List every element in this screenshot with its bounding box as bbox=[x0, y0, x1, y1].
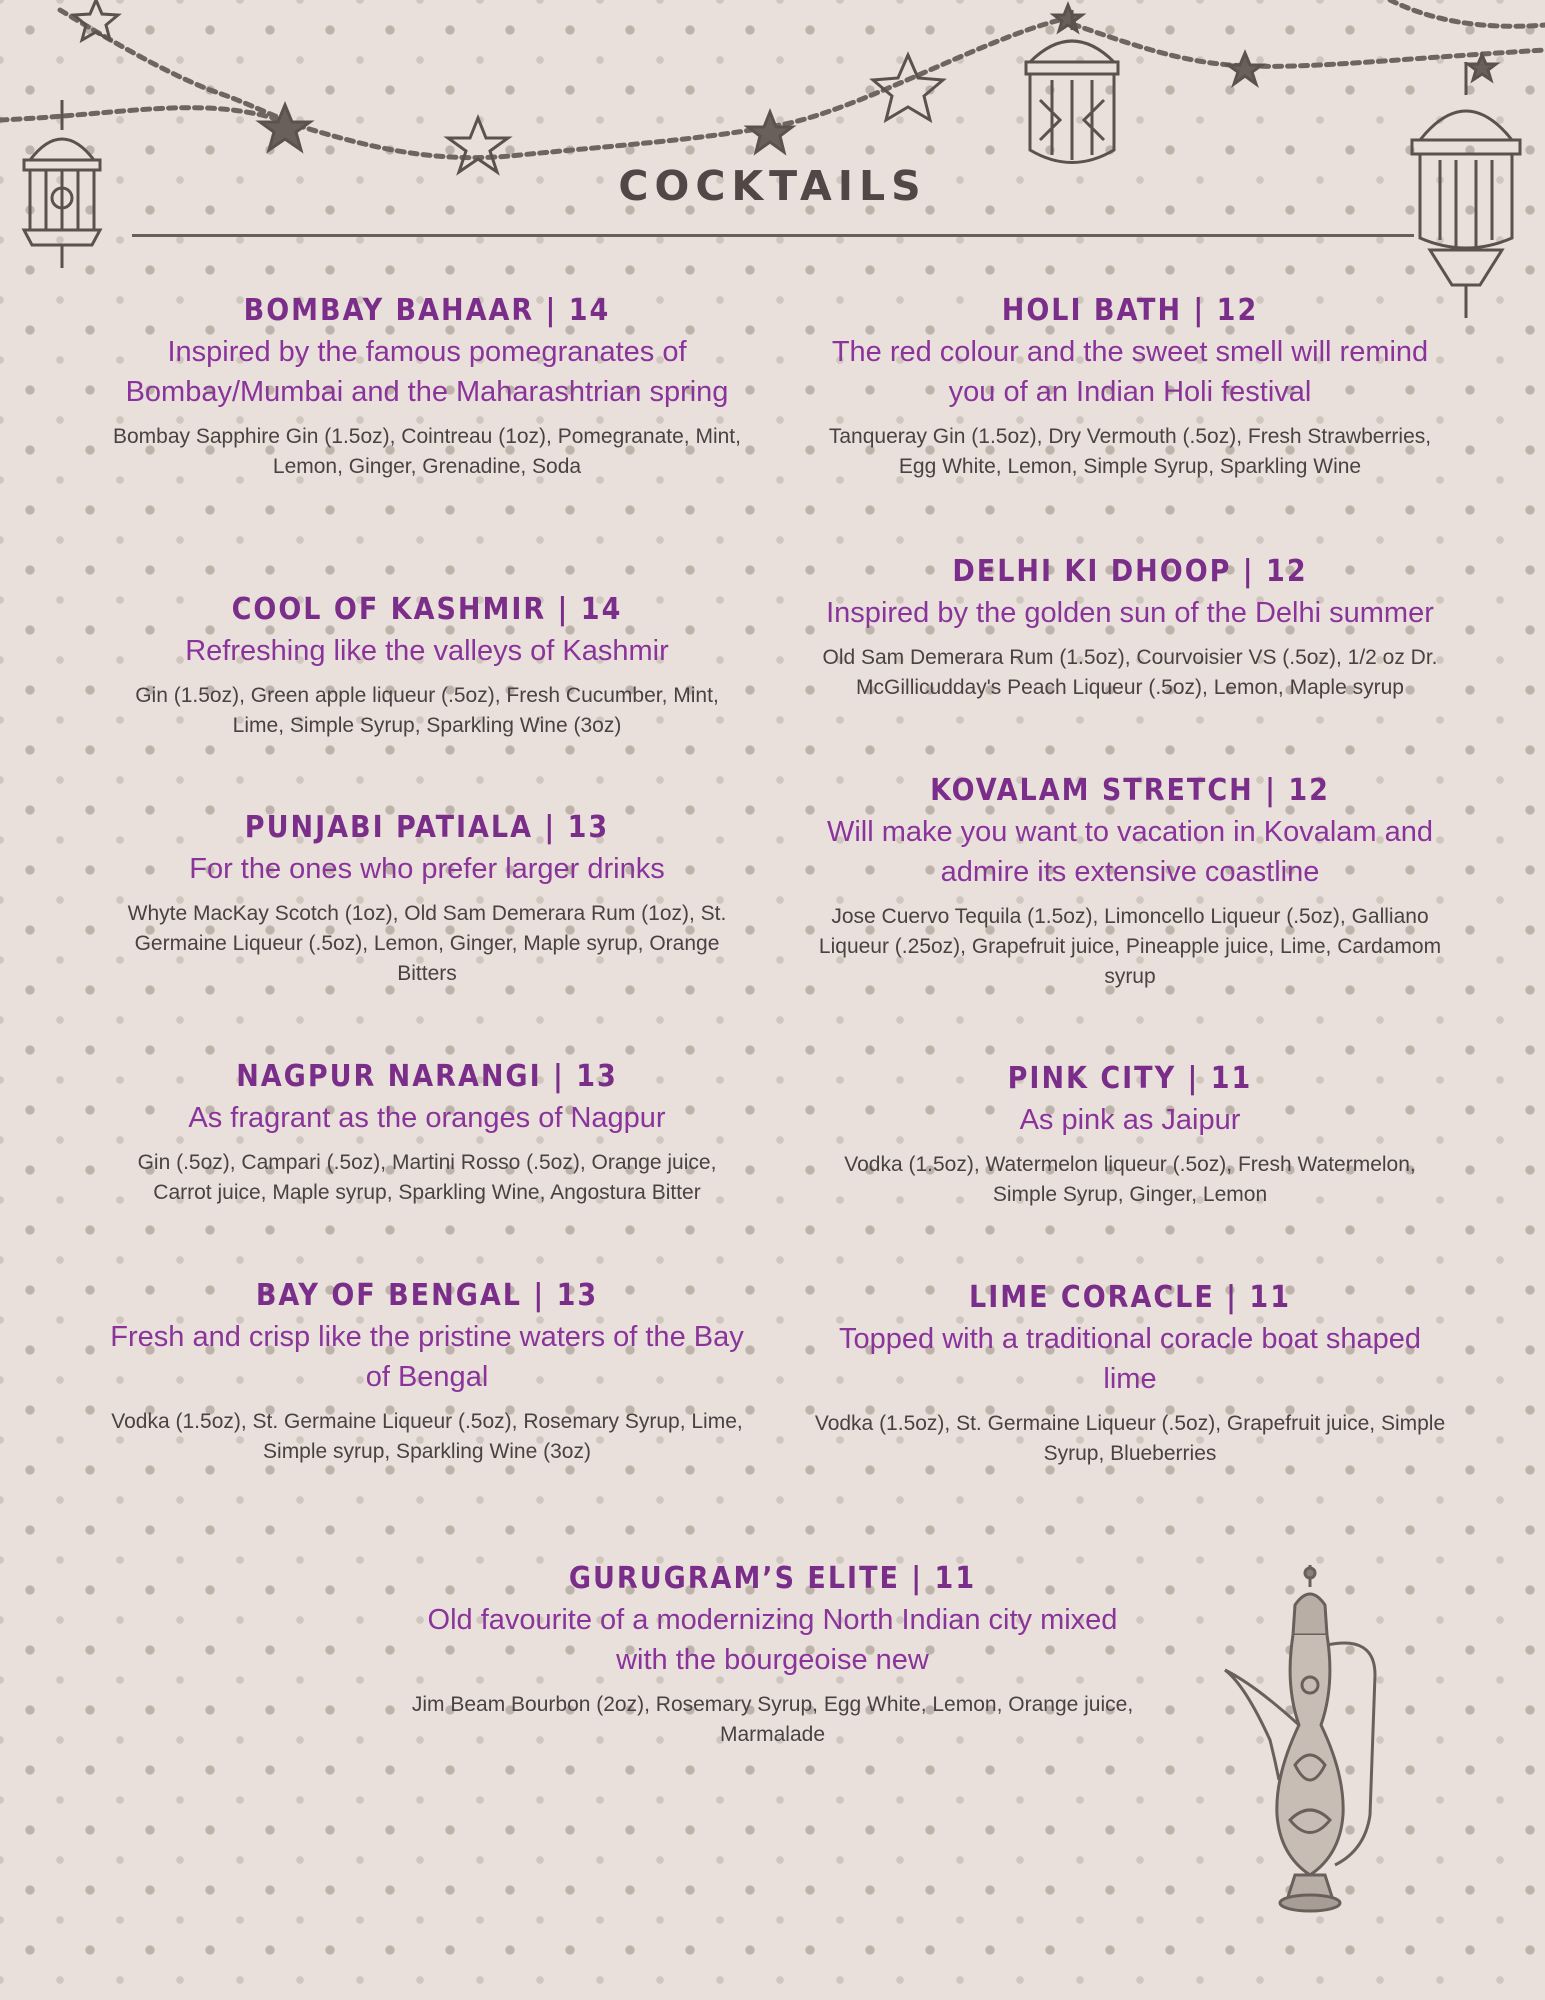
item-ingredients: Gin (.5oz), Campari (.5oz), Martini Rosso (.5oz), Orange juice, Carrot juice, Maple syrup, Sparkling Wine, Angostura Bitter bbox=[137, 1151, 717, 1204]
item-name: BAY OF BENGAL | 13 bbox=[255, 1278, 599, 1313]
menu-item-nagpur-narangi bbox=[107, 1058, 747, 1208]
item-name: NAGPUR NARANGI | 13 bbox=[236, 1059, 618, 1094]
item-ingredients: Old Sam Demerara Rum (1.5oz), Courvoisier VS (.5oz), 1/2 oz Dr. McGillicudday's Peach Liqueur (.5oz), Lemon, Maple syrup bbox=[822, 646, 1438, 699]
menu-item-holi-bath bbox=[810, 292, 1450, 482]
ewer-icon bbox=[1215, 1565, 1395, 1925]
item-name: PUNJABI PATIALA | 13 bbox=[244, 810, 610, 845]
star-icon bbox=[1468, 55, 1496, 80]
star-icon bbox=[260, 105, 310, 150]
item-description: As fragrant as the oranges of Nagpur bbox=[188, 1102, 666, 1134]
item-name: BOMBAY BAHAAR | 14 bbox=[243, 293, 611, 328]
item-ingredients: Jim Beam Bourbon (2oz), Rosemary Syrup, Egg White, Lemon, Orange juice, Marmalade bbox=[411, 1693, 1134, 1746]
menu-item-bombay-bahaar bbox=[107, 292, 747, 482]
item-ingredients: Jose Cuervo Tequila (1.5oz), Limoncello Liqueur (.5oz), Galliano Liqueur (.25oz), Grapefruit juice, Pineapple juice, Lime, Cardamom syrup bbox=[818, 905, 1442, 988]
item-description: Fresh and crisp like the pristine waters of the Bay of Bengal bbox=[110, 1321, 744, 1393]
item-description: The red colour and the sweet smell will remind you of an Indian Holi festival bbox=[831, 336, 1429, 408]
item-description: Old favourite of a modernizing North Indian city mixed with the bourgeoise new bbox=[427, 1604, 1118, 1676]
title-divider bbox=[132, 234, 1414, 237]
menu-item-pink-city bbox=[810, 1060, 1450, 1210]
item-ingredients: Vodka (1.5oz), St. Germaine Liqueur (.5oz), Grapefruit juice, Simple Syrup, Blueberries bbox=[814, 1412, 1446, 1465]
menu-item-delhi-ki-dhoop bbox=[810, 553, 1450, 703]
item-name: KOVALAM STRETCH | 12 bbox=[930, 773, 1330, 808]
item-name: COOL OF KASHMIR | 14 bbox=[231, 592, 623, 627]
item-ingredients: Bombay Sapphire Gin (1.5oz), Cointreau (1oz), Pomegranate, Mint, Lemon, Ginger, Grenadine, Soda bbox=[113, 425, 741, 478]
item-ingredients: Vodka (1.5oz), St. Germaine Liqueur (.5oz), Rosemary Syrup, Lime, Simple syrup, Sparkling Wine (3oz) bbox=[111, 1410, 743, 1463]
item-description: Inspired by the famous pomegranates of Bombay/Mumbai and the Maharashtrian spring bbox=[125, 336, 729, 408]
menu-item-gurugrams-elite bbox=[400, 1560, 1145, 1750]
menu-item-lime-coracle bbox=[810, 1279, 1450, 1469]
item-ingredients: Gin (1.5oz), Green apple liqueur (.5oz), Fresh Cucumber, Mint, Lime, Simple Syrup, Sparkling Wine (3oz) bbox=[135, 684, 719, 737]
item-description: As pink as Jaipur bbox=[1019, 1104, 1241, 1136]
item-name: PINK CITY | 11 bbox=[1007, 1061, 1253, 1096]
item-description: Inspired by the golden sun of the Delhi summer bbox=[826, 597, 1434, 629]
menu-item-bay-of-bengal bbox=[107, 1277, 747, 1467]
item-description: Topped with a traditional coracle boat shaped lime bbox=[839, 1323, 1421, 1395]
item-description: Refreshing like the valleys of Kashmir bbox=[185, 635, 669, 667]
item-description: For the ones who prefer larger drinks bbox=[189, 853, 665, 885]
page-title: COCKTAILS bbox=[618, 162, 927, 210]
item-ingredients: Whyte MacKay Scotch (1oz), Old Sam Demerara Rum (1oz), St. Germaine Liqueur (.5oz), Lemon, Ginger, Maple syrup, Orange Bitters bbox=[127, 902, 727, 985]
star-icon bbox=[748, 112, 792, 152]
item-name: DELHI KI DHOOP | 12 bbox=[952, 554, 1308, 589]
item-name: HOLI BATH | 12 bbox=[1001, 293, 1259, 328]
item-description: Will make you want to vacation in Kovalam and admire its extensive coastline bbox=[826, 816, 1434, 888]
item-ingredients: Tanqueray Gin (1.5oz), Dry Vermouth (.5oz), Fresh Strawberries, Egg White, Lemon, Simple Syrup, Sparkling Wine bbox=[828, 425, 1432, 478]
star-icon bbox=[1228, 53, 1262, 84]
menu-item-punjabi-patiala bbox=[107, 809, 747, 989]
menu-item-cool-of-kashmir bbox=[107, 591, 747, 741]
item-name: LIME CORACLE | 11 bbox=[969, 1280, 1291, 1315]
menu-item-kovalam-stretch bbox=[810, 772, 1450, 992]
item-ingredients: Vodka (1.5oz), Watermelon liqueur (.5oz), Fresh Watermelon, Simple Syrup, Ginger, Lemon bbox=[844, 1153, 1416, 1206]
item-name: GURUGRAM’S ELITE | 11 bbox=[568, 1561, 977, 1596]
star-icon bbox=[873, 55, 943, 120]
